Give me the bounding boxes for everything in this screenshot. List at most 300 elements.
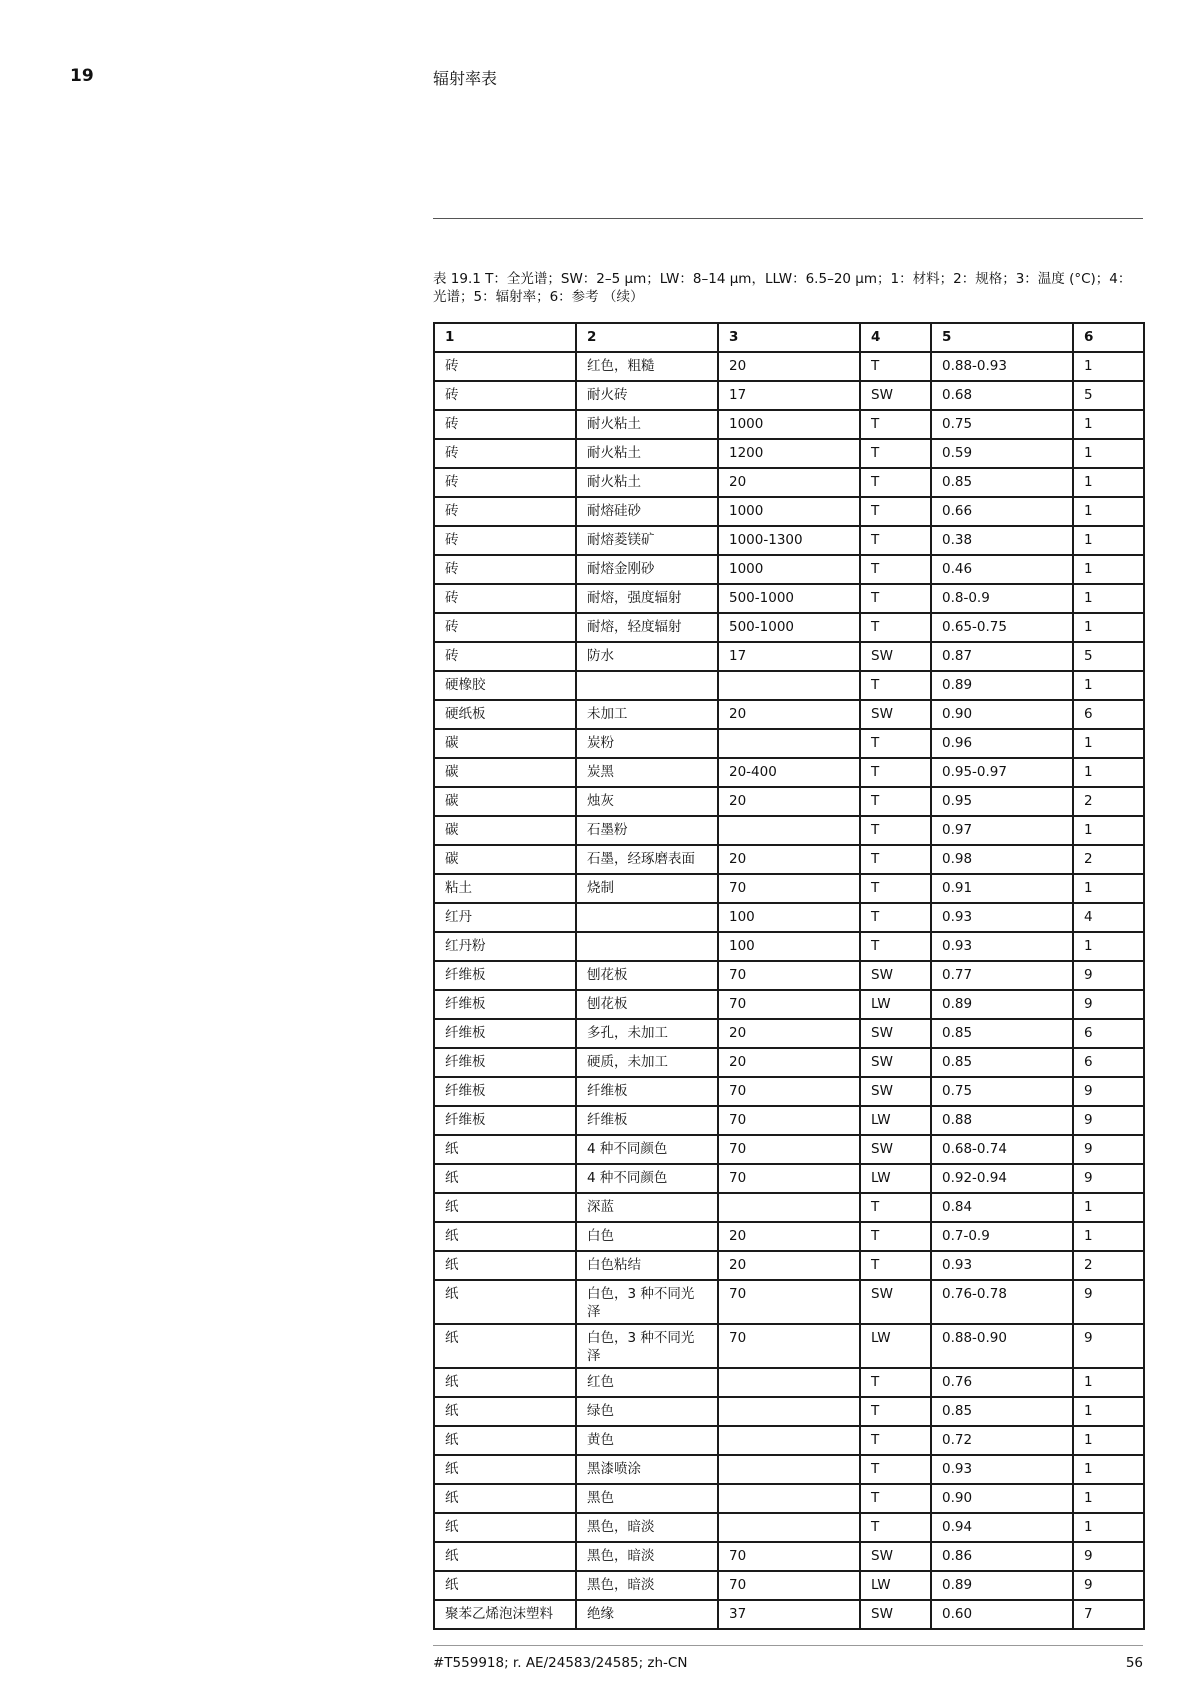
table-cell: 2 <box>1073 787 1144 816</box>
table-cell: LW <box>860 1106 931 1135</box>
table-cell: 耐火粘土 <box>576 410 718 439</box>
table-cell: 碳 <box>434 758 576 787</box>
table-cell: 0.90 <box>931 1484 1073 1513</box>
header-divider <box>433 218 1143 219</box>
table-cell: 1200 <box>718 439 860 468</box>
table-cell <box>718 1397 860 1426</box>
table-cell: LW <box>860 1164 931 1193</box>
table-cell: 70 <box>718 1542 860 1571</box>
footer-divider <box>433 1645 1143 1646</box>
table-cell: 0.75 <box>931 410 1073 439</box>
table-row <box>434 1193 1144 1222</box>
table-cell: 0.7-0.9 <box>931 1222 1073 1251</box>
table-cell: 20 <box>718 1222 860 1251</box>
table-cell: 耐熔硅砂 <box>576 497 718 526</box>
table-cell: 1000 <box>718 497 860 526</box>
table-row <box>434 1600 1144 1629</box>
table-cell: 0.93 <box>931 1251 1073 1280</box>
table-cell: 耐熔，轻度辐射 <box>576 613 718 642</box>
table-cell: 4 种不同颜色 <box>576 1164 718 1193</box>
table-cell: 1000 <box>718 410 860 439</box>
table-cell <box>718 1455 860 1484</box>
table-cell: 砖 <box>434 381 576 410</box>
table-row <box>434 1571 1144 1600</box>
table-cell: 37 <box>718 1600 860 1629</box>
table-cell: 17 <box>718 381 860 410</box>
table-cell: 碳 <box>434 787 576 816</box>
table-cell: LW <box>860 990 931 1019</box>
table-cell: 0.65-0.75 <box>931 613 1073 642</box>
table-cell: 9 <box>1073 961 1144 990</box>
table-cell: 红色，粗糙 <box>576 352 718 381</box>
table-cell: 6 <box>1073 700 1144 729</box>
table-cell: 9 <box>1073 1324 1144 1368</box>
table-cell: 70 <box>718 961 860 990</box>
table-cell: SW <box>860 1135 931 1164</box>
table-cell: 1 <box>1073 874 1144 903</box>
table-cell: T <box>860 410 931 439</box>
table-cell: 6 <box>1073 1048 1144 1077</box>
table-cell: 黑色，暗淡 <box>576 1571 718 1600</box>
table-cell: 70 <box>718 1135 860 1164</box>
table-body <box>434 352 1144 1629</box>
table-cell: 7 <box>1073 1600 1144 1629</box>
column-header: 5 <box>931 323 1073 352</box>
table-row <box>434 1426 1144 1455</box>
table-cell: SW <box>860 700 931 729</box>
table-cell: 0.96 <box>931 729 1073 758</box>
table-cell: SW <box>860 1280 931 1324</box>
table-cell: LW <box>860 1571 931 1600</box>
table-cell <box>718 1368 860 1397</box>
table-cell: 纤维板 <box>434 1077 576 1106</box>
table-cell: 烛灰 <box>576 787 718 816</box>
table-row <box>434 1048 1144 1077</box>
table-cell <box>718 671 860 700</box>
table-cell: 黑色，暗淡 <box>576 1513 718 1542</box>
chapter-number: 19 <box>70 66 94 86</box>
table-cell: T <box>860 845 931 874</box>
table-cell: 70 <box>718 874 860 903</box>
table-cell: 红色 <box>576 1368 718 1397</box>
table-row <box>434 903 1144 932</box>
table-cell: 黑色，暗淡 <box>576 1542 718 1571</box>
table-header-row <box>434 323 1144 352</box>
table-cell: 纸 <box>434 1368 576 1397</box>
table-cell: 20-400 <box>718 758 860 787</box>
table-row <box>434 874 1144 903</box>
table-cell: 1 <box>1073 1484 1144 1513</box>
table-cell: T <box>860 816 931 845</box>
table-cell: 1 <box>1073 352 1144 381</box>
table-row <box>434 526 1144 555</box>
table-cell: 砖 <box>434 584 576 613</box>
emissivity-table-container <box>433 322 1143 1630</box>
page-number: 56 <box>1125 1655 1143 1671</box>
table-cell: 0.87 <box>931 642 1073 671</box>
table-cell: 纸 <box>434 1426 576 1455</box>
table-cell: T <box>860 1455 931 1484</box>
table-cell: 1 <box>1073 816 1144 845</box>
table-cell: 100 <box>718 903 860 932</box>
table-cell: 1 <box>1073 1193 1144 1222</box>
table-cell: T <box>860 1193 931 1222</box>
table-cell <box>718 1513 860 1542</box>
table-cell: 纸 <box>434 1164 576 1193</box>
table-cell: T <box>860 1397 931 1426</box>
table-cell: 500-1000 <box>718 613 860 642</box>
table-cell: 纸 <box>434 1135 576 1164</box>
table-row <box>434 1542 1144 1571</box>
table-cell: 砖 <box>434 410 576 439</box>
table-row <box>434 1222 1144 1251</box>
table-cell: 0.76 <box>931 1368 1073 1397</box>
table-cell: 纸 <box>434 1324 576 1368</box>
table-cell: 1 <box>1073 439 1144 468</box>
table-row <box>434 1513 1144 1542</box>
table-cell: 耐火粘土 <box>576 439 718 468</box>
table-cell: 纤维板 <box>434 1106 576 1135</box>
table-cell: 1 <box>1073 1397 1144 1426</box>
table-cell: T <box>860 1222 931 1251</box>
table-row <box>434 439 1144 468</box>
table-cell: T <box>860 787 931 816</box>
table-cell <box>576 903 718 932</box>
table-cell: 0.89 <box>931 990 1073 1019</box>
table-cell: 9 <box>1073 1542 1144 1571</box>
table-cell: 0.60 <box>931 1600 1073 1629</box>
table-cell: SW <box>860 381 931 410</box>
table-cell: 1 <box>1073 1513 1144 1542</box>
table-row <box>434 410 1144 439</box>
table-cell: 黄色 <box>576 1426 718 1455</box>
table-cell: 70 <box>718 990 860 1019</box>
table-cell: 20 <box>718 468 860 497</box>
table-cell: 烧制 <box>576 874 718 903</box>
table-cell: 刨花板 <box>576 990 718 1019</box>
table-row <box>434 1077 1144 1106</box>
column-header: 1 <box>434 323 576 352</box>
table-cell: 70 <box>718 1571 860 1600</box>
table-cell: 绝缘 <box>576 1600 718 1629</box>
table-cell: T <box>860 497 931 526</box>
table-cell: 20 <box>718 700 860 729</box>
table-cell: 1 <box>1073 1426 1144 1455</box>
table-cell: 0.85 <box>931 1048 1073 1077</box>
table-cell: T <box>860 932 931 961</box>
table-cell: 0.68-0.74 <box>931 1135 1073 1164</box>
table-row <box>434 932 1144 961</box>
table-cell: 0.89 <box>931 671 1073 700</box>
table-cell: SW <box>860 1048 931 1077</box>
table-cell: 纸 <box>434 1222 576 1251</box>
table-cell <box>718 816 860 845</box>
table-row <box>434 1251 1144 1280</box>
table-cell: 纸 <box>434 1280 576 1324</box>
table-row <box>434 613 1144 642</box>
table-cell: 1 <box>1073 555 1144 584</box>
table-cell: T <box>860 1251 931 1280</box>
table-cell: 0.46 <box>931 555 1073 584</box>
table-cell: 0.88 <box>931 1106 1073 1135</box>
table-cell: 9 <box>1073 1164 1144 1193</box>
table-cell: 20 <box>718 787 860 816</box>
table-cell: 9 <box>1073 1106 1144 1135</box>
table-cell: 白色，3 种不同光泽 <box>576 1280 718 1324</box>
table-row <box>434 1368 1144 1397</box>
table-cell: 70 <box>718 1106 860 1135</box>
table-cell: 防水 <box>576 642 718 671</box>
table-row <box>434 381 1144 410</box>
table-cell: 9 <box>1073 990 1144 1019</box>
table-cell: T <box>860 352 931 381</box>
table-row <box>434 671 1144 700</box>
table-cell: 白色 <box>576 1222 718 1251</box>
table-cell: 耐火砖 <box>576 381 718 410</box>
table-cell: SW <box>860 1077 931 1106</box>
table-cell <box>576 671 718 700</box>
table-cell: 红丹粉 <box>434 932 576 961</box>
table-cell: 刨花板 <box>576 961 718 990</box>
table-row <box>434 1135 1144 1164</box>
table-cell: 0.93 <box>931 932 1073 961</box>
table-cell: 1 <box>1073 613 1144 642</box>
table-cell: T <box>860 729 931 758</box>
table-cell: 耐火粘土 <box>576 468 718 497</box>
table-cell: 70 <box>718 1164 860 1193</box>
table-cell: 纤维板 <box>576 1077 718 1106</box>
emissivity-table <box>433 322 1145 1630</box>
table-cell: 0.75 <box>931 1077 1073 1106</box>
table-row <box>434 961 1144 990</box>
table-cell: T <box>860 613 931 642</box>
table-cell: 0.85 <box>931 468 1073 497</box>
table-cell: 纸 <box>434 1542 576 1571</box>
table-cell: 白色粘结 <box>576 1251 718 1280</box>
table-cell: 粘土 <box>434 874 576 903</box>
table-cell: 纸 <box>434 1513 576 1542</box>
table-cell: SW <box>860 1542 931 1571</box>
table-cell: 深蓝 <box>576 1193 718 1222</box>
table-row <box>434 729 1144 758</box>
table-row <box>434 642 1144 671</box>
table-row <box>434 497 1144 526</box>
table-cell: 砖 <box>434 497 576 526</box>
table-cell <box>718 1484 860 1513</box>
table-cell: 1 <box>1073 758 1144 787</box>
table-cell: 0.88-0.90 <box>931 1324 1073 1368</box>
table-cell: 0.93 <box>931 903 1073 932</box>
table-cell: 红丹 <box>434 903 576 932</box>
document-id: #T559918; r. AE/24583/24585; zh-CN <box>433 1655 688 1671</box>
table-cell: 20 <box>718 845 860 874</box>
table-cell: T <box>860 1426 931 1455</box>
table-cell: 1 <box>1073 468 1144 497</box>
column-header: 3 <box>718 323 860 352</box>
table-cell: 500-1000 <box>718 584 860 613</box>
table-cell: 2 <box>1073 1251 1144 1280</box>
table-cell: 0.94 <box>931 1513 1073 1542</box>
table-cell: 1 <box>1073 1222 1144 1251</box>
table-cell: 0.86 <box>931 1542 1073 1571</box>
table-row <box>434 758 1144 787</box>
table-cell: 1 <box>1073 584 1144 613</box>
table-cell: 0.93 <box>931 1455 1073 1484</box>
table-cell: SW <box>860 642 931 671</box>
table-cell: 1 <box>1073 932 1144 961</box>
table-row <box>434 584 1144 613</box>
table-row <box>434 1164 1144 1193</box>
table-cell: T <box>860 874 931 903</box>
table-cell: 100 <box>718 932 860 961</box>
table-cell <box>718 1193 860 1222</box>
table-cell: 9 <box>1073 1280 1144 1324</box>
table-cell: 0.88-0.93 <box>931 352 1073 381</box>
table-cell: 炭黑 <box>576 758 718 787</box>
table-row <box>434 787 1144 816</box>
table-cell: 0.98 <box>931 845 1073 874</box>
table-cell: 纤维板 <box>434 961 576 990</box>
table-row <box>434 352 1144 381</box>
table-cell: 纤维板 <box>434 1019 576 1048</box>
table-cell: 黑色 <box>576 1484 718 1513</box>
chapter-title: 辐射率表 <box>433 69 498 88</box>
table-row <box>434 1019 1144 1048</box>
table-cell: 4 <box>1073 903 1144 932</box>
table-cell: 1 <box>1073 729 1144 758</box>
table-cell: 纸 <box>434 1484 576 1513</box>
table-cell: T <box>860 758 931 787</box>
table-row <box>434 1106 1144 1135</box>
table-cell: SW <box>860 1019 931 1048</box>
column-header: 2 <box>576 323 718 352</box>
table-cell: 纸 <box>434 1397 576 1426</box>
table-cell: 0.97 <box>931 816 1073 845</box>
table-cell: 纸 <box>434 1571 576 1600</box>
table-cell: 石墨粉 <box>576 816 718 845</box>
table-cell: T <box>860 903 931 932</box>
table-cell: 9 <box>1073 1077 1144 1106</box>
table-cell: 砖 <box>434 439 576 468</box>
table-cell: 0.95-0.97 <box>931 758 1073 787</box>
table-cell: 20 <box>718 1019 860 1048</box>
table-cell: 0.85 <box>931 1019 1073 1048</box>
table-cell: 0.38 <box>931 526 1073 555</box>
table-cell: 纸 <box>434 1193 576 1222</box>
table-row <box>434 1484 1144 1513</box>
table-cell: 17 <box>718 642 860 671</box>
table-cell: SW <box>860 1600 931 1629</box>
table-cell: 纤维板 <box>576 1106 718 1135</box>
table-cell: 硬纸板 <box>434 700 576 729</box>
table-cell: 0.92-0.94 <box>931 1164 1073 1193</box>
table-caption: 表 19.1 T：全光谱；SW：2–5 µm；LW：8–14 µm，LLW：6.5–20 µm；1：材料；2：规格；3：温度 (°C)；4：光谱；5：辐射率；6：参考 （续） <box>433 271 1132 305</box>
table-cell: 聚苯乙烯泡沫塑料 <box>434 1600 576 1629</box>
table-cell: 白色，3 种不同光泽 <box>576 1324 718 1368</box>
table-cell: 1 <box>1073 526 1144 555</box>
table-cell: T <box>860 526 931 555</box>
table-cell: 纸 <box>434 1455 576 1484</box>
table-cell <box>576 932 718 961</box>
table-cell: 1 <box>1073 410 1144 439</box>
table-cell: 0.76-0.78 <box>931 1280 1073 1324</box>
table-cell: 9 <box>1073 1571 1144 1600</box>
table-row <box>434 845 1144 874</box>
table-cell: 绿色 <box>576 1397 718 1426</box>
table-cell: 20 <box>718 1251 860 1280</box>
table-cell: T <box>860 468 931 497</box>
table-cell: 碳 <box>434 729 576 758</box>
table-cell: 碳 <box>434 845 576 874</box>
table-cell <box>718 729 860 758</box>
table-cell: 砖 <box>434 642 576 671</box>
table-cell: 0.84 <box>931 1193 1073 1222</box>
table-cell: T <box>860 584 931 613</box>
table-cell: 硬质，未加工 <box>576 1048 718 1077</box>
table-cell: 0.66 <box>931 497 1073 526</box>
table-cell: 黑漆喷涂 <box>576 1455 718 1484</box>
table-cell: 纤维板 <box>434 1048 576 1077</box>
table-cell: 硬橡胶 <box>434 671 576 700</box>
table-cell: 0.90 <box>931 700 1073 729</box>
table-row <box>434 816 1144 845</box>
table-cell: 砖 <box>434 526 576 555</box>
table-cell: 砖 <box>434 352 576 381</box>
table-cell: 0.72 <box>931 1426 1073 1455</box>
table-cell: SW <box>860 961 931 990</box>
table-cell: 0.8-0.9 <box>931 584 1073 613</box>
table-cell: 耐熔，强度辐射 <box>576 584 718 613</box>
table-cell: T <box>860 1484 931 1513</box>
table-cell: 1 <box>1073 671 1144 700</box>
table-cell: T <box>860 555 931 584</box>
table-cell: 0.68 <box>931 381 1073 410</box>
table-cell: T <box>860 439 931 468</box>
table-cell: T <box>860 671 931 700</box>
table-cell: 耐熔金刚砂 <box>576 555 718 584</box>
table-cell: 6 <box>1073 1019 1144 1048</box>
table-cell: 0.89 <box>931 1571 1073 1600</box>
table-cell: 未加工 <box>576 700 718 729</box>
table-row <box>434 1280 1144 1324</box>
table-cell: 20 <box>718 352 860 381</box>
table-cell: 70 <box>718 1324 860 1368</box>
table-cell: 4 种不同颜色 <box>576 1135 718 1164</box>
table-cell: 炭粉 <box>576 729 718 758</box>
table-row <box>434 468 1144 497</box>
table-cell: 0.85 <box>931 1397 1073 1426</box>
table-cell: 1000-1300 <box>718 526 860 555</box>
table-row <box>434 990 1144 1019</box>
table-cell: 纤维板 <box>434 990 576 1019</box>
table-cell: T <box>860 1368 931 1397</box>
column-header: 6 <box>1073 323 1144 352</box>
table-cell: 砖 <box>434 555 576 584</box>
table-row <box>434 1455 1144 1484</box>
table-cell: 0.91 <box>931 874 1073 903</box>
table-cell: 1 <box>1073 1368 1144 1397</box>
column-header: 4 <box>860 323 931 352</box>
table-row <box>434 1397 1144 1426</box>
table-cell: 0.59 <box>931 439 1073 468</box>
table-cell: 0.77 <box>931 961 1073 990</box>
table-cell: 1 <box>1073 1455 1144 1484</box>
table-cell: 1000 <box>718 555 860 584</box>
table-cell: 石墨，经琢磨表面 <box>576 845 718 874</box>
table-cell: 5 <box>1073 381 1144 410</box>
table-cell <box>718 1426 860 1455</box>
table-cell: 砖 <box>434 613 576 642</box>
